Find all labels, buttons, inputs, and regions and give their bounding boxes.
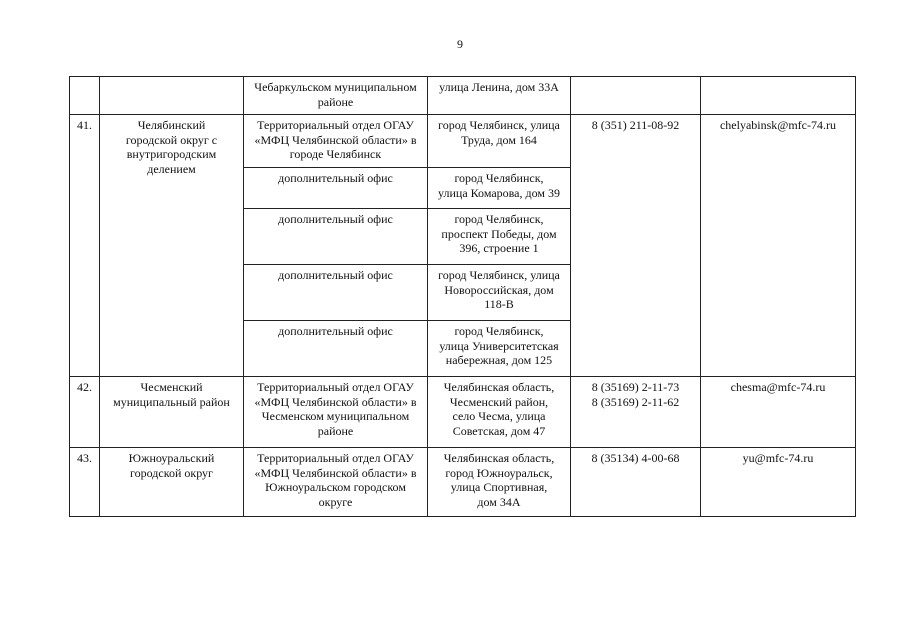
table-row-43 bbox=[70, 448, 856, 517]
row-number-cell: 43. bbox=[70, 448, 100, 517]
office-cell: дополнительный офис bbox=[244, 168, 428, 209]
row-number-cell bbox=[70, 77, 100, 115]
address-cell: город Челябинск, улица Труда, дом 164 bbox=[428, 115, 571, 168]
phone-cell: 8 (35169) 2-11-73 8 (35169) 2-11-62 bbox=[571, 377, 701, 448]
office-cell: дополнительный офис bbox=[244, 209, 428, 265]
office-cell: Территориальный отдел ОГАУ «МФЦ Челябинской области» в Чесменском муниципальном районе bbox=[244, 377, 428, 448]
address-cell: город Челябинск, улица Комарова, дом 39 bbox=[428, 168, 571, 209]
municipality-cell bbox=[100, 77, 244, 115]
table-row-42 bbox=[70, 377, 856, 448]
table-row-continuation bbox=[70, 77, 856, 115]
office-cell: Чебаркульском муниципальном районе bbox=[244, 77, 428, 115]
page-number: 9 bbox=[457, 37, 463, 51]
phone-cell: 8 (35134) 4-00-68 bbox=[571, 448, 701, 517]
address-cell: улица Ленина, дом 33А bbox=[428, 77, 571, 115]
address-cell: город Челябинск, улица Университетская набережная, дом 125 bbox=[428, 321, 571, 377]
address-cell: Челябинская область, город Южноуральск, улица Спортивная, дом 34А bbox=[428, 448, 571, 517]
table-row-41 bbox=[70, 115, 856, 168]
office-cell: Территориальный отдел ОГАУ «МФЦ Челябинской области» в Южноуральском городском округе bbox=[244, 448, 428, 517]
email-cell: yu@mfc-74.ru bbox=[701, 448, 856, 517]
mfc-offices-table bbox=[69, 76, 856, 517]
municipality-cell: Чесменский муниципальный район bbox=[100, 377, 244, 448]
address-cell: Челябинская область, Чесменский район, село Чесма, улица Советская, дом 47 bbox=[428, 377, 571, 448]
email-cell: chelyabinsk@mfc-74.ru bbox=[701, 115, 856, 377]
municipality-cell: Южноуральский городской округ bbox=[100, 448, 244, 517]
email-cell: chesma@mfc-74.ru bbox=[701, 377, 856, 448]
office-cell: дополнительный офис bbox=[244, 321, 428, 377]
office-cell: Территориальный отдел ОГАУ «МФЦ Челябинской области» в городе Челябинск bbox=[244, 115, 428, 168]
phone-cell: 8 (351) 211-08-92 bbox=[571, 115, 701, 377]
email-cell bbox=[701, 77, 856, 115]
office-cell: дополнительный офис bbox=[244, 265, 428, 321]
row-number-cell: 42. bbox=[70, 377, 100, 448]
phone-cell bbox=[571, 77, 701, 115]
address-cell: город Челябинск, проспект Победы, дом 396, строение 1 bbox=[428, 209, 571, 265]
municipality-cell: Челябинский городской округ с внутригородским делением bbox=[100, 115, 244, 377]
row-number-cell: 41. bbox=[70, 115, 100, 377]
address-cell: город Челябинск, улица Новороссийская, дом 118-В bbox=[428, 265, 571, 321]
